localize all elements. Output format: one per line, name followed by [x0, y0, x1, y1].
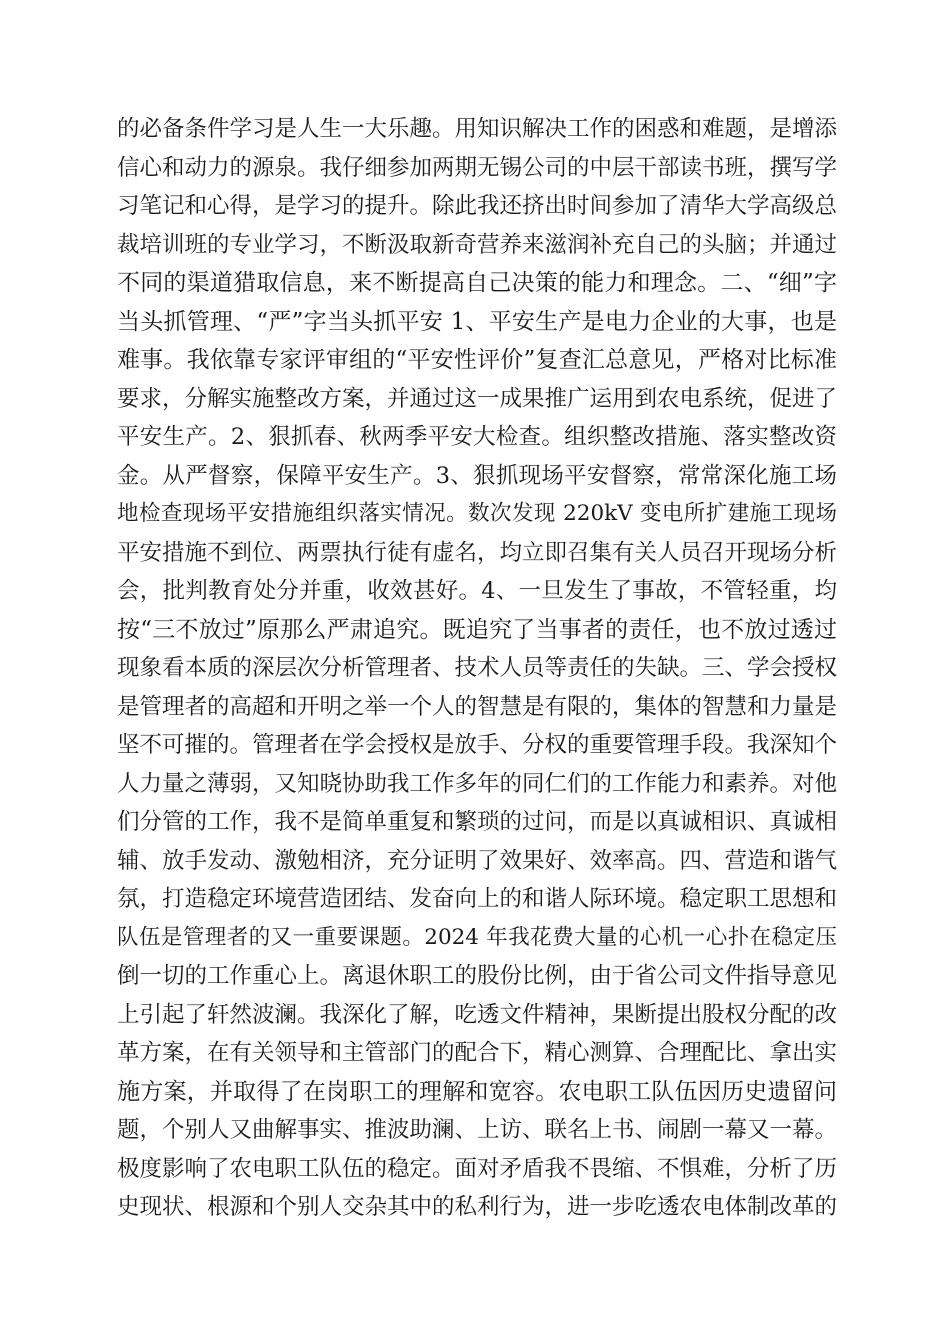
text-line: 按“三不放过”原那么严肃追究。既追究了当事者的责任，也不放过透过 — [117, 616, 837, 643]
text-line: 倒一切的工作重心上。离退休职工的股份比例，由于省公司文件指导意见 — [117, 963, 837, 989]
text-line: 人力量之薄弱，又知晓协助我工作多年的同仁们的工作能力和素养。对他 — [117, 770, 837, 797]
text-line: 信心和动力的源泉。我仔细参加两期无锡公司的中层干部读书班，撰写学 — [117, 154, 837, 181]
text-line: 裁培训班的专业学习，不断汲取新奇营养来滋润补充自己的头脑；并通过 — [117, 231, 837, 258]
text-line: 上引起了轩然波澜。我深化了解，吃透文件精神，果断提出股权分配的改 — [117, 1001, 837, 1028]
text-line: 氛，打造稳定环境营造团结、发奋向上的和谐人际环境。稳定职工思想和 — [117, 886, 837, 912]
text-line: 难事。我依靠专家评审组的“平安性评价”复查汇总意见，严格对比标准 — [117, 347, 837, 373]
text-line: 坚不可摧的。管理者在学会授权是放手、分权的重要管理手段。我深知个 — [117, 732, 837, 758]
text-line: 习笔记和心得，是学习的提升。除此我还挤出时间参加了清华大学高级总 — [117, 193, 837, 219]
body-text — [117, 110, 837, 1227]
text-line: 会，批判教育处分并重，收效甚好。4、一旦发生了事故，不管轻重，均 — [117, 578, 837, 604]
text-line: 极度影响了农电职工队伍的稳定。面对矛盾我不畏缩、不惧难，分析了历 — [117, 1155, 837, 1182]
text-line: 不同的渠道猎取信息，来不断提高自己决策的能力和理念。二、“细”字 — [117, 270, 837, 296]
text-line: 队伍是管理者的又一重要课题。2024 年我花费大量的心机一心扑在稳定压 — [117, 924, 837, 950]
text-line: 要求，分解实施整改方案，并通过这一成果推广运用到农电系统，促进了 — [117, 385, 837, 412]
text-line: 革方案，在有关领导和主管部门的配合下，精心测算、合理配比、拿出实 — [117, 1040, 837, 1066]
text-line: 们分管的工作，我不是简单重复和繁琐的过问，而是以真诚相识、真诚相 — [117, 809, 837, 835]
text-line: 金。从严督察，保障平安生产。3、狠抓现场平安督察，常常深化施工场 — [117, 462, 837, 489]
text-line: 平安措施不到位、两票执行徒有虚名，均立即召集有关人员召开现场分析 — [117, 539, 837, 566]
text-line: 平安生产。2、狠抓春、秋两季平安大检查。组织整改措施、落实整改资 — [117, 424, 837, 450]
text-line: 当头抓管理、“严”字当头抓平安 1、平安生产是电力企业的大事，也是 — [117, 308, 837, 335]
text-line: 施方案，并取得了在岗职工的理解和宽容。农电职工队伍因历史遗留问 — [117, 1078, 837, 1105]
text-line: 地检查现场平安措施组织落实情况。数次发现 220kV 变电所扩建施工现场 — [117, 501, 837, 526]
text-line: 是管理者的高超和开明之举一个人的智慧是有限的，集体的智慧和力量是 — [117, 693, 837, 720]
text-line: 的必备条件学习是人生一大乐趣。用知识解决工作的困惑和难题，是增添 — [117, 116, 837, 142]
text-line: 现象看本质的深层次分析管理者、技术人员等责任的失缺。三、学会授权 — [117, 655, 837, 681]
text-line: 史现状、根源和个别人交杂其中的私利行为，进一步吃透农电体制改革的 — [117, 1194, 837, 1220]
text-line: 辅、放手发动、激勉相济，充分证明了效果好、效率高。四、营造和谐气 — [117, 847, 837, 874]
text-line: 题，个别人又曲解事实、推波助澜、上访、联名上书、闹剧一幕又一幕。 — [117, 1117, 837, 1143]
